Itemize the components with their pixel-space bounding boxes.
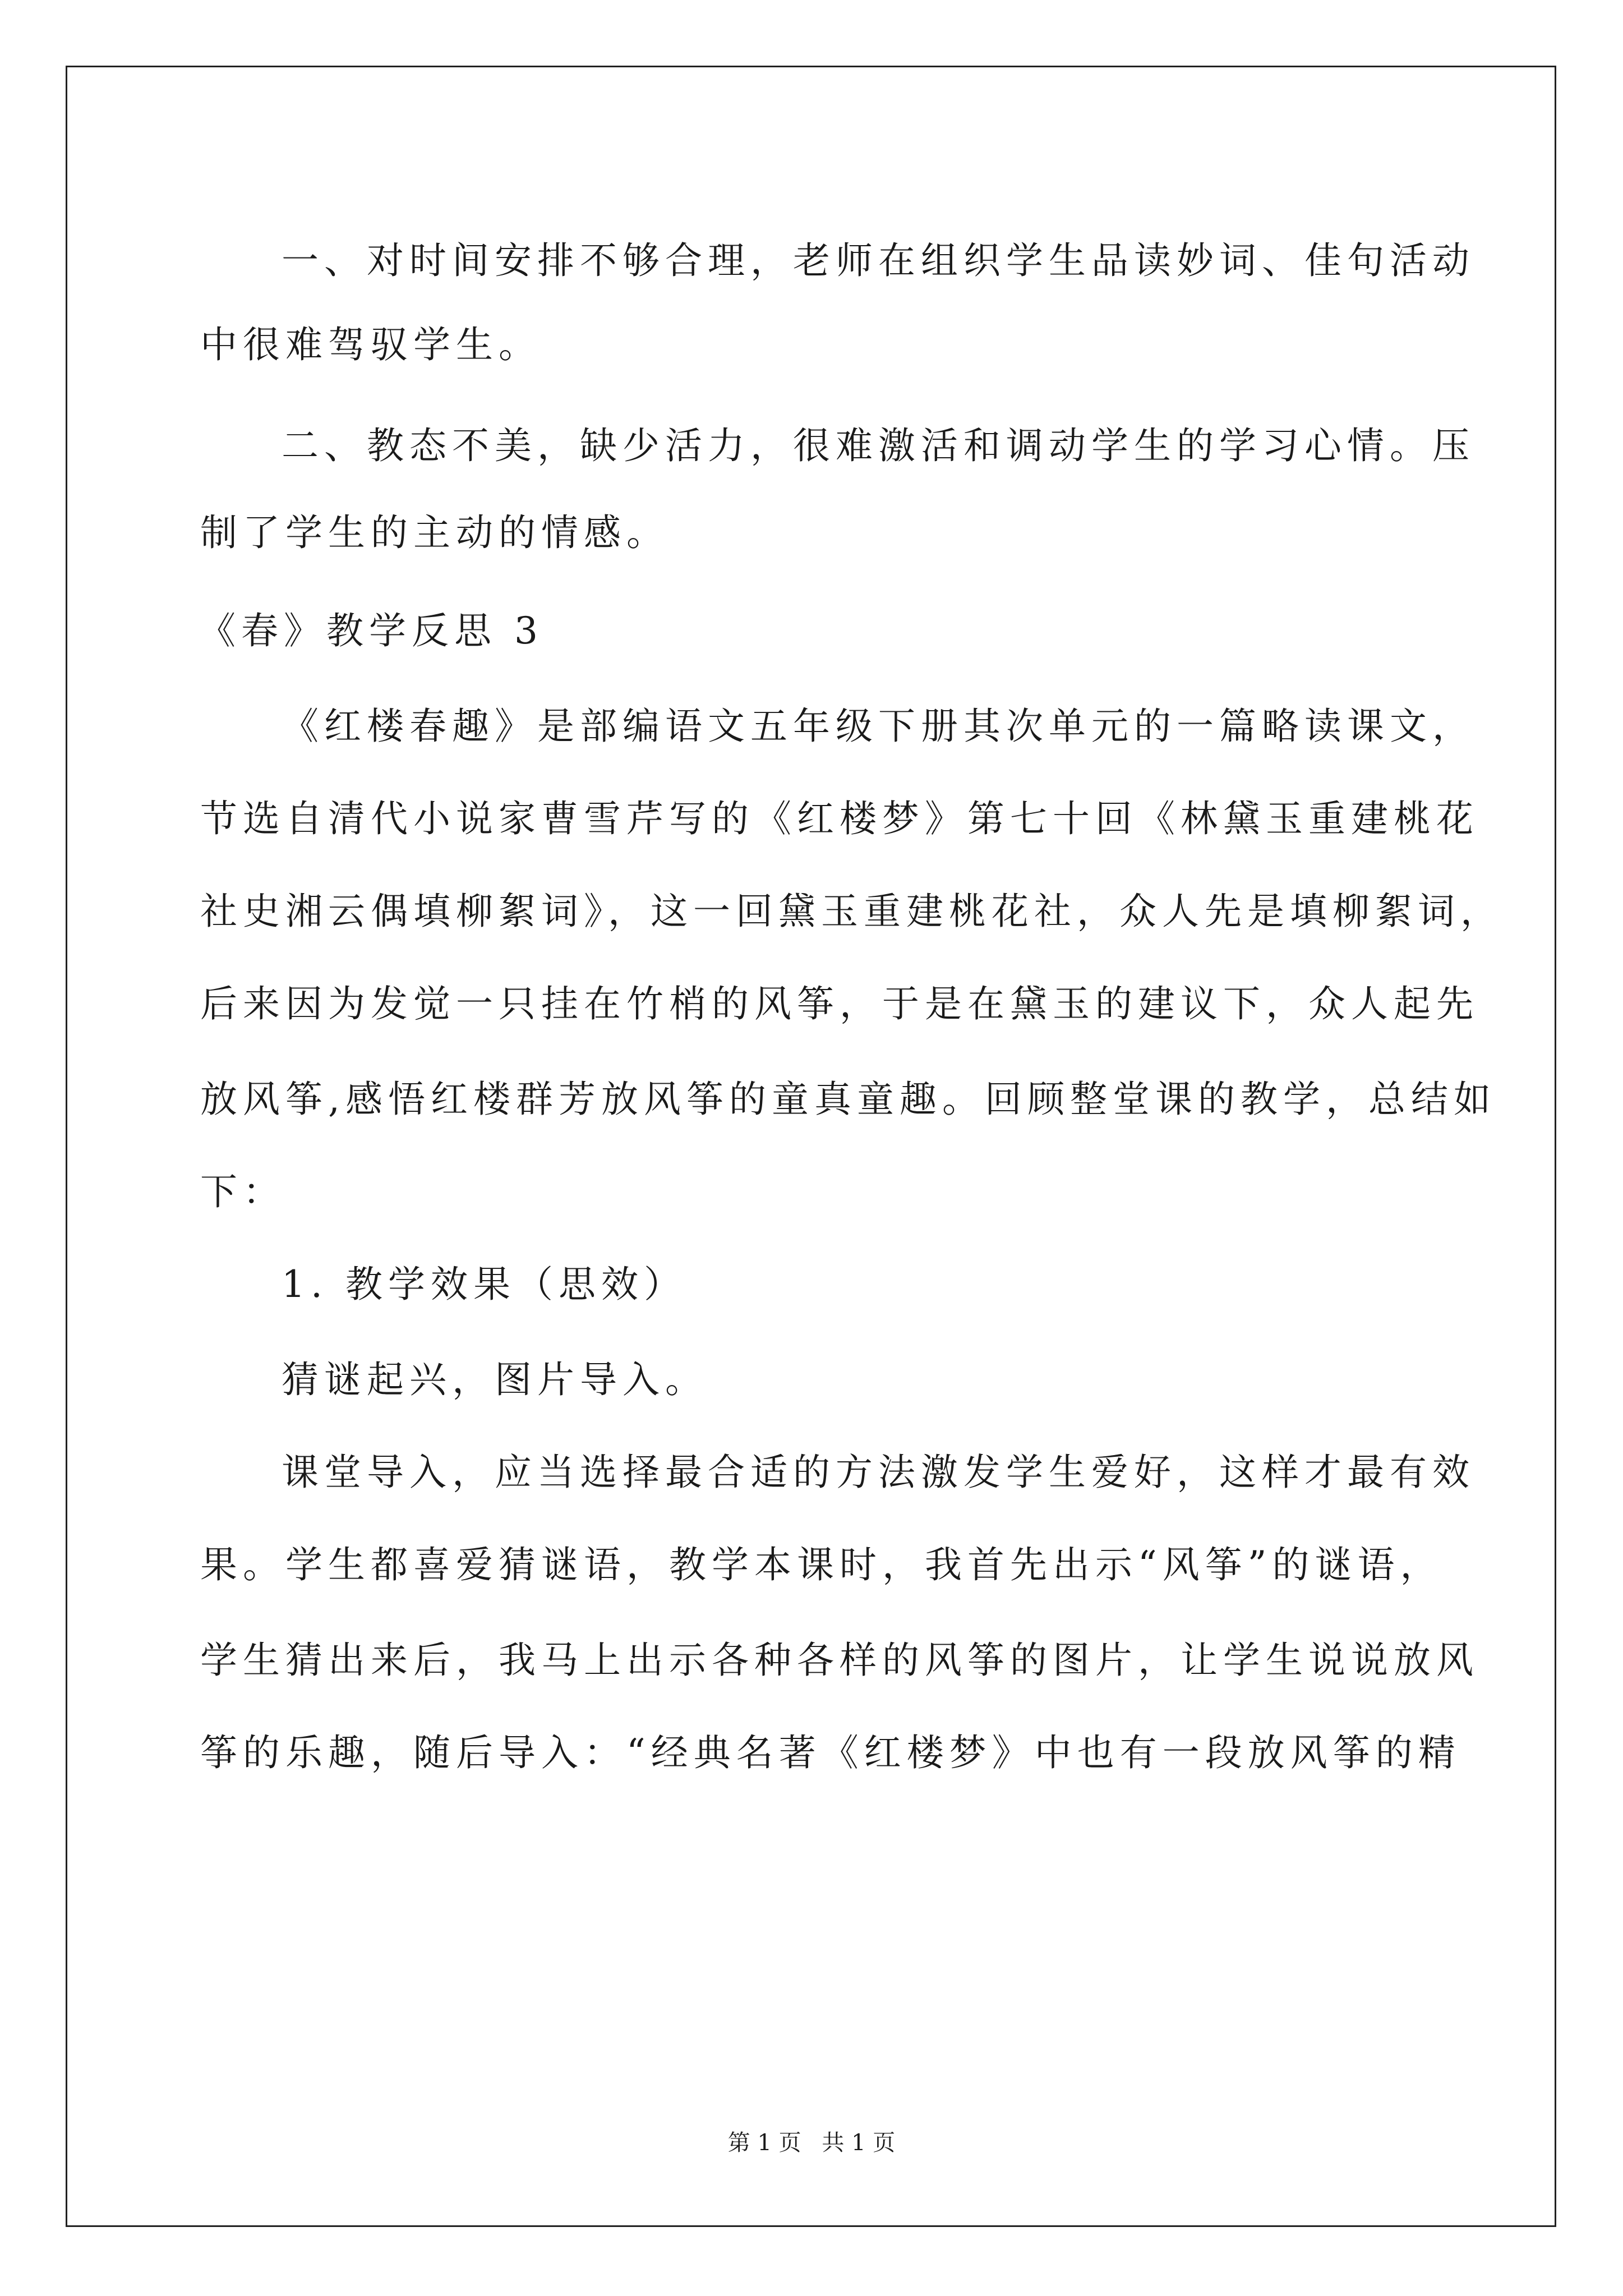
paragraph-line: 课堂导入，应当选择最合适的方法激发学生爱好，这样才最有效 [282, 1451, 1475, 1494]
paragraph-line: 下： [200, 1170, 285, 1213]
page-footer [0, 2129, 1623, 2157]
paragraph-line: 果。学生都喜爱猜谜语，教学本课时，我首先出示“风筝”的谜语， [200, 1543, 1443, 1586]
page-number: 第 1 页 [727, 2130, 801, 2156]
paragraph-line: 《红楼春趣》是部编语文五年级下册其次单元的一篇略读课文， [282, 705, 1475, 748]
section-heading: 《春》教学反思 3 [199, 609, 543, 652]
paragraph-line: 学生猜出来后，我马上出示各种各样的风筝的图片，让学生说说放风 [200, 1639, 1479, 1682]
page-total: 共 1 页 [822, 2130, 896, 2156]
paragraph-line: 中很难驾驭学生。 [200, 323, 541, 366]
paragraph-line: 一、对时间安排不够合理，老师在组织学生品读妙词、佳句活动 [282, 239, 1475, 282]
paragraph-line: 节选自清代小说家曹雪芹写的《红楼梦》第七十回《林黛玉重建桃花 [200, 797, 1479, 840]
list-item-heading: 1. 教学效果（思效） [282, 1263, 686, 1306]
page-border [66, 66, 1556, 2227]
paragraph-line: 二、教态不美，缺少活力，很难激活和调动学生的学习心情。压 [282, 424, 1475, 467]
paragraph-line: 后来因为发觉一只挂在竹梢的风筝，于是在黛玉的建议下，众人起先 [200, 982, 1479, 1025]
paragraph-line: 社史湘云偶填柳絮词》，这一回黛玉重建桃花社，众人先是填柳絮词， [200, 890, 1503, 933]
paragraph-line: 放风筝,感悟红楼群芳放风筝的童真童趣。回顾整堂课的教学，总结如 [200, 1078, 1496, 1121]
paragraph-line: 制了学生的主动的情感。 [200, 511, 669, 554]
paragraph-line: 猜谜起兴，图片导入。 [282, 1358, 708, 1401]
paragraph-line: 筝的乐趣，随后导入：“经典名著《红楼梦》中也有一段放风筝的精 [200, 1731, 1461, 1774]
